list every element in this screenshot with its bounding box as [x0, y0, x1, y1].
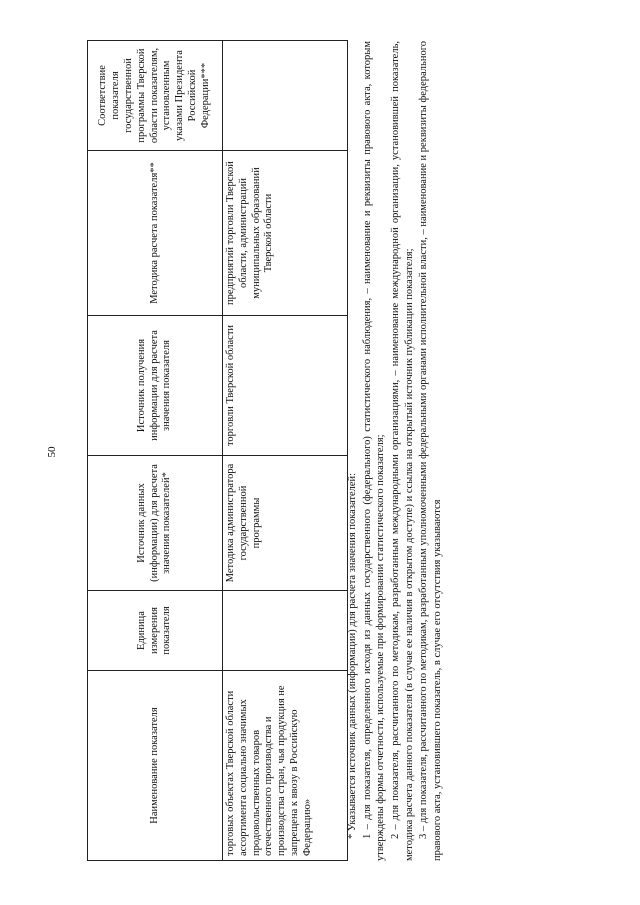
footnote-3: 3 – для показателя, рассчитанного по методикам, разработанным уполномоченными федеральными органами исполнительной власти, – наименование и реквизиты федерального правового акта, установившего показатель, в случае его отсутствия указываются [418, 41, 443, 861]
cell-data-source: Методика администратора государственной программы [223, 456, 348, 591]
header-info-source: Источник получения информации для расчета значения показателя [88, 316, 223, 456]
header-data-source: Источник данных (информации) для расчета значения показателей* [88, 456, 223, 591]
footnotes [346, 41, 445, 861]
cell-info-source: торговли Тверской области [223, 316, 348, 456]
page-number: 50 [46, 446, 58, 458]
header-compliance: Соответствие показателя государственной программы Тверской области показателям, установленным указами Президента Российской Федерации*** [88, 41, 223, 151]
header-unit: Единица измерения показателя [88, 591, 223, 671]
footnote-title: * Указывается источник данных (информации) для расчета значения показателей: [347, 472, 358, 839]
table-header-row [88, 41, 223, 861]
cell-method: предприятий торговли Тверской области, администраций муниципальных образований Тверской области [223, 151, 348, 316]
cell-compliance [223, 41, 348, 151]
indicator-table [87, 40, 348, 861]
header-method: Методика расчета показателя** [88, 151, 223, 316]
table-row [223, 41, 348, 861]
header-indicator-name: Наименование показателя [88, 671, 223, 861]
footnote-2: 2 – для показателя, рассчитанного по методикам, разработанным международными организациями, – наименование международной организации, установившей показатель, методика расчета данного показателя (в случае ее наличия в открытом доступе) и ссылка на открытый источник публикации показателя; [389, 41, 415, 861]
cell-unit [223, 591, 348, 671]
cell-indicator-name: торговых объектах Тверской области ассортимента социально значимых продовольственных товаров отечественного производства и производства стран, чья продукция не запрещена к ввозу в Российскую Федерацию» [223, 671, 348, 861]
footnote-1: 1 – для показателя, определенного исходя из данных государственного (федерального) статистического наблюдения, – наименование и реквизиты правового акта, которым утверждены формы отчетности, используемые при формировании статистического показателя; [361, 41, 387, 861]
